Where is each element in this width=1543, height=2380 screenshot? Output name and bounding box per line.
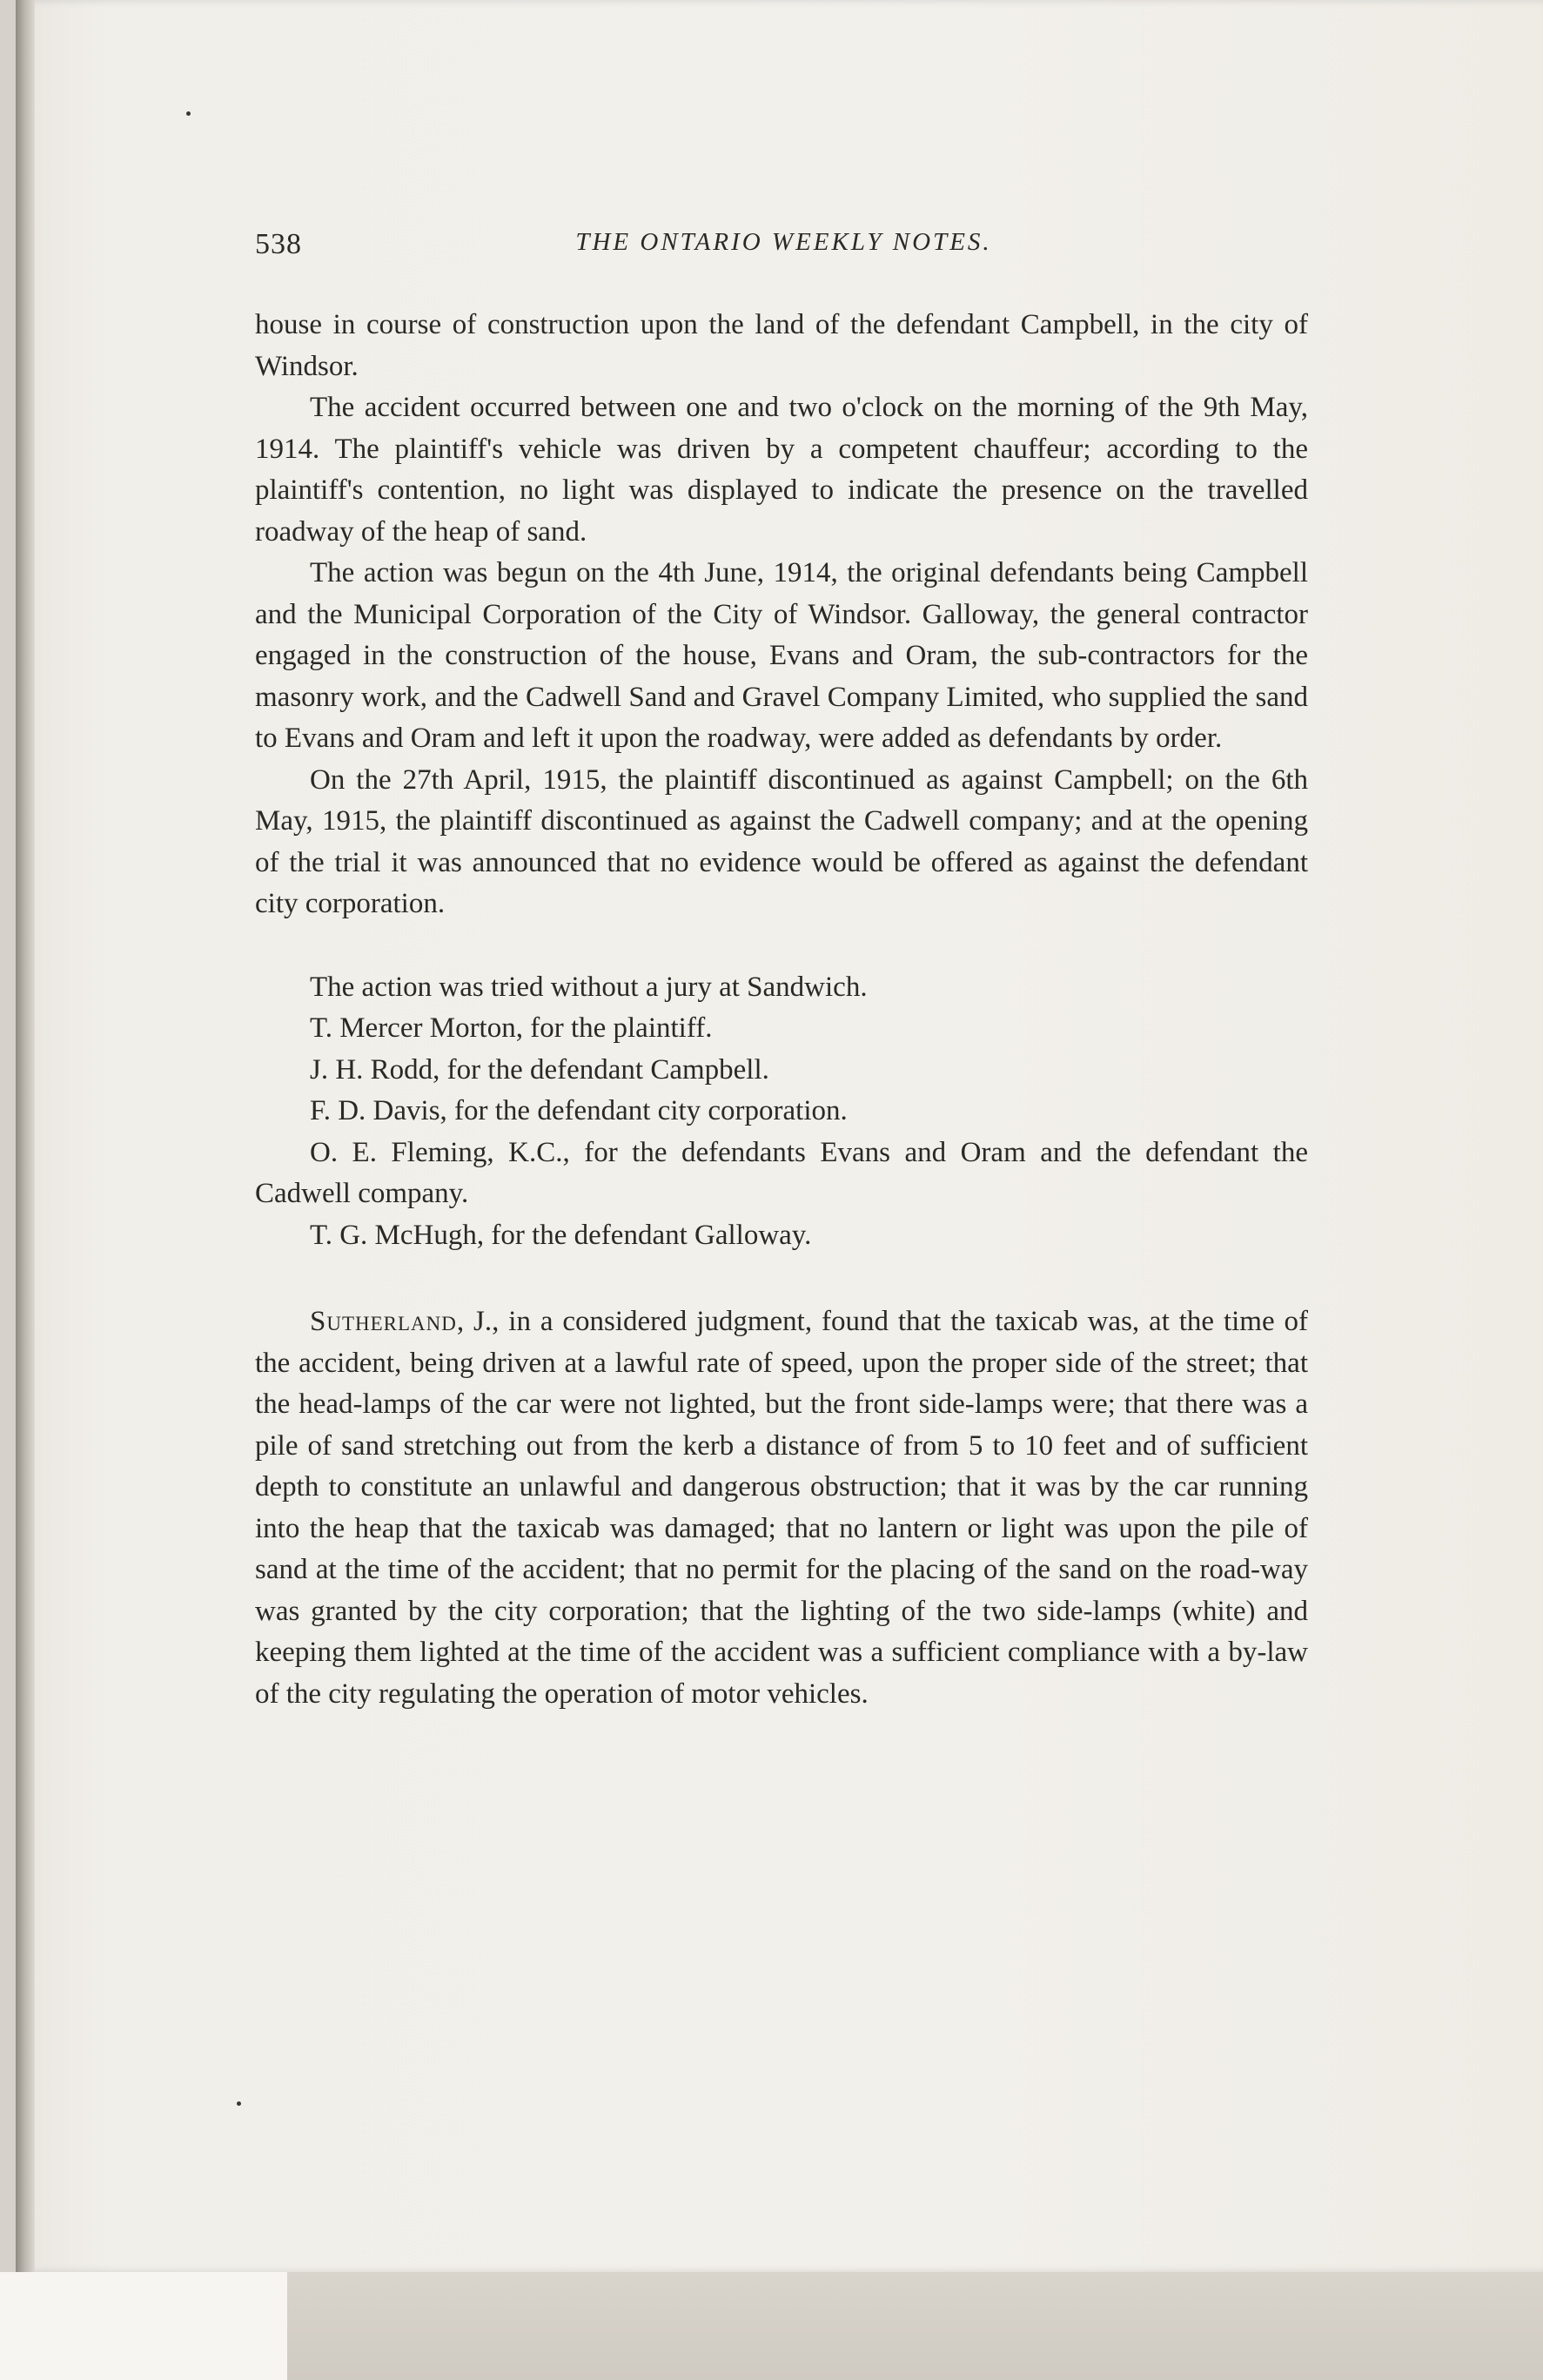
judgment-paragraph <box>255 1301 1308 1715</box>
counsel-galloway: T. G. McHugh, for the defendant Galloway. <box>310 1219 812 1251</box>
paragraph-action-begun: The action was begun on the 4th June, 1914, the original defendants being Campbell and the Municipal Corporation of the City of Windsor. Galloway, the general contractor engaged in the construction of the house, Evans and Oram, the sub-contractors for the masonry work, and the Cadwell Sand and Gravel Company Limited, who supplied the sand to Evans and Oram and left it upon the roadway, were added as defendants by order. <box>255 557 1308 754</box>
page-body <box>255 305 1308 1715</box>
scan-bottom-edge <box>0 2272 1543 2380</box>
running-title: THE ONTARIO WEEKLY NOTES. <box>575 228 992 256</box>
book-page <box>16 0 1543 2272</box>
paragraph-accident: The accident occurred between one and two o'clock on the morning of the 9th May, 1914. The plaintiff's vehicle was driven by a competent chauffeur; according to the plaintiff's contention, no light was displayed to indicate the presence on the travelled roadway of the heap of sand. <box>255 392 1308 548</box>
trial-note: The action was tried without a jury at Sandwich. <box>310 971 868 1003</box>
counsel-city: F. D. Davis, for the defendant city corporation. <box>310 1095 848 1126</box>
judge-name: Sutherland <box>310 1306 457 1337</box>
counsel-plaintiff: T. Mercer Morton, for the plaintiff. <box>310 1012 713 1044</box>
scan-bottom-highlight <box>0 2272 287 2380</box>
counsel-evans-oram: O. E. Fleming, K.C., for the defendants Evans and Oram and the defendant the Cadwell company. <box>255 1136 1308 1209</box>
page-header <box>255 228 1312 272</box>
paragraph-continuation: house in course of construction upon the land of the defendant Campbell, in the city of Windsor. <box>255 309 1308 382</box>
print-speck <box>186 111 191 116</box>
print-speck <box>237 2101 241 2106</box>
book-spine-shadow <box>16 0 35 2272</box>
paragraph-discontinued: On the 27th April, 1915, the plaintiff discontinued as against Campbell; on the 6th May, 1915, the plaintiff discontinued as against the Cadwell company; and at the opening of the trial it was announced that no evidence would be offered as against the defendant city corporation. <box>255 763 1308 919</box>
judgment-text: , J., in a considered judgment, found that the taxicab was, at the time of the accident, being driven at a lawful rate of speed, upon the proper side of the street; that the head-lamps of the car were not lighted, but the front side-lamps were; that there was a pile of sand stretching out from the kerb a distance of from 5 to 10 feet and of sufficient depth to constitute an unlawful and dangerous obstruction; that it was by the car running into the heap that the taxicab was damaged; that no lantern or light was upon the pile of sand at the time of the accident; that no permit for the placing of the sand on the road-way was granted by the city corporation; that the lighting of the two side-lamps (white) and keeping them lighted at the time of the accident was a sufficient compliance with a by-law of the city regulating the operation of motor vehicles. <box>255 1306 1308 1710</box>
counsel-campbell: J. H. Rodd, for the defendant Campbell. <box>310 1053 769 1086</box>
page-number: 538 <box>255 228 302 260</box>
